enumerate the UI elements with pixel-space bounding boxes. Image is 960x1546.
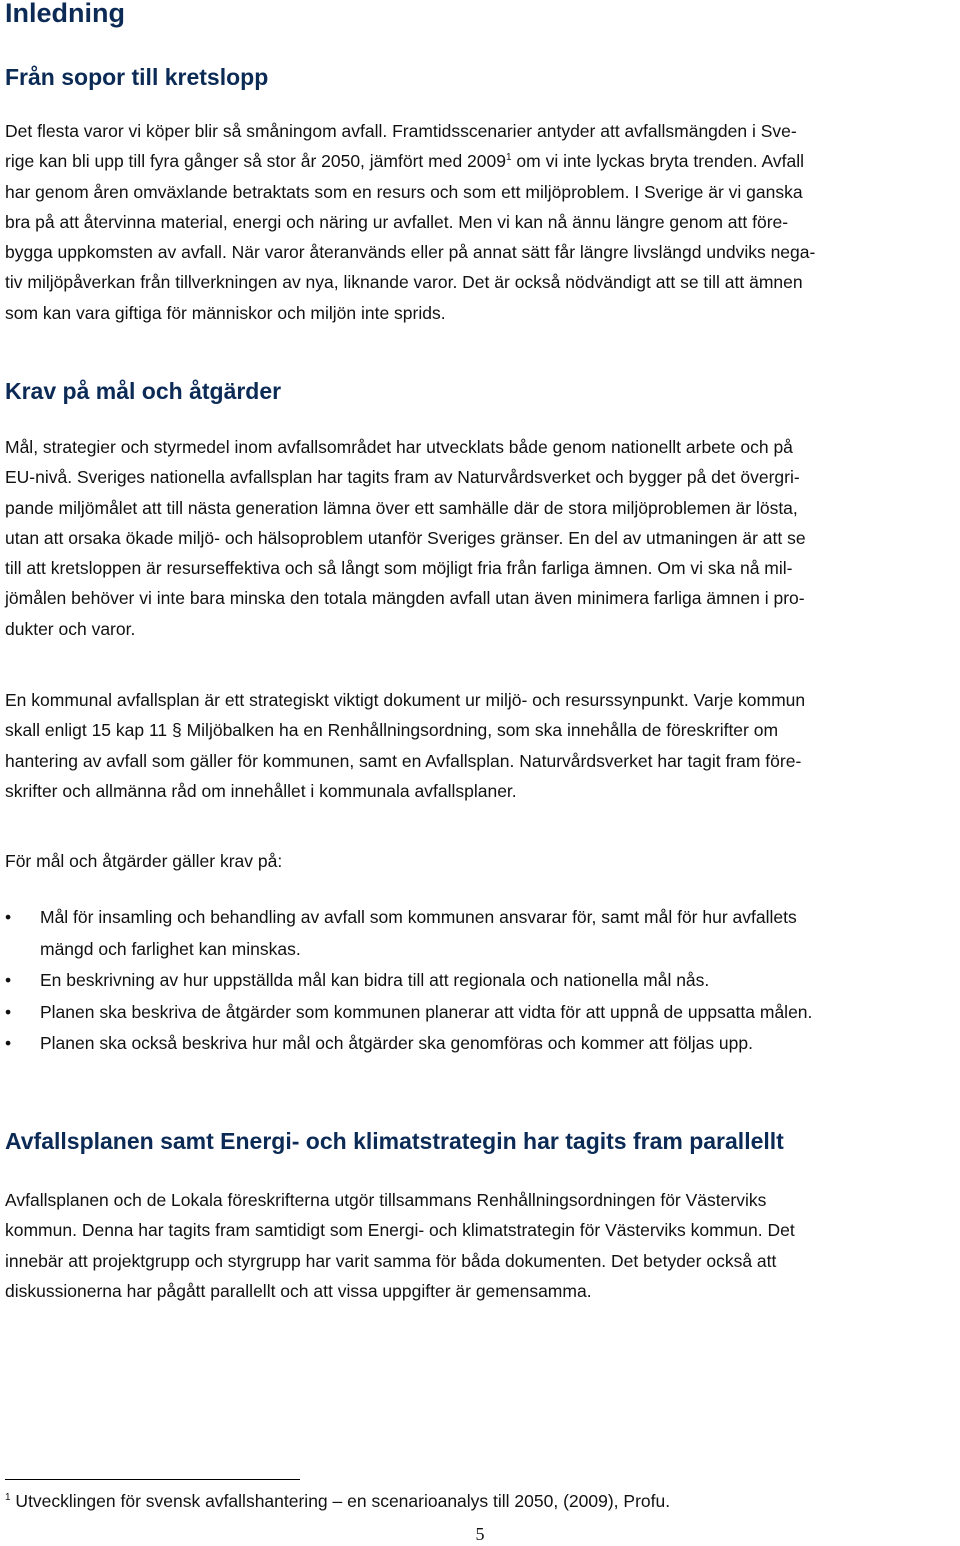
requirements-list [0, 902, 960, 1060]
text-line: har genom åren omväxlande betraktats som en resurs och som ett miljöproblem. I Sverige är vi ganska [5, 181, 803, 202]
text-line: För mål och åtgärder gäller krav på: [5, 851, 283, 871]
paragraph-sopor [5, 116, 960, 328]
text-line: Mål för insamling och behandling av avfall som kommunen ansvarar för, samt mål för hur avfallets [40, 907, 797, 927]
text-line: mängd och farlighet kan minskas. [40, 938, 301, 959]
text-line: En kommunal avfallsplan är ett strategiskt viktigt dokument ur miljö- och resurssynpunkt. Varje kommun [5, 690, 806, 710]
list-intro [5, 846, 960, 876]
text-line: dukter och varor. [5, 618, 136, 639]
footnote-text: Utvecklingen för svensk avfallshantering – en scenarioanalys till 2050, (2009), Profu. [10, 1491, 671, 1511]
paragraph-krav-2 [5, 685, 960, 806]
text-line: Det flesta varor vi köper blir så småningom avfall. Framtidsscenarier antyder att avfallsmängden i Sve- [5, 121, 797, 141]
footnote-divider [5, 1479, 300, 1480]
page-number: 5 [475, 1524, 485, 1544]
list-item [0, 1028, 960, 1060]
bullet-icon: • [5, 970, 12, 990]
text-line: Planen ska beskriva de åtgärder som kommunen planerar att vidta för att uppnå de uppsatta målen. [40, 1001, 813, 1022]
text-line: pande miljömålet att till nästa generation lämna över ett samhälle där de stora miljöproblemen är lösta, [5, 497, 798, 518]
text-line: hantering av avfall som gäller för kommunen, samt en Avfallsplan. Naturvårdsverket har tagit fram före- [5, 750, 802, 771]
section-heading-parallellt: Avfallsplanen samt Energi- och klimatstrategin har tagits fram parallellt [5, 1128, 784, 1154]
text-line: bra på att återvinna material, energi och näring ur avfallet. Men vi kan nå ännu längre genom att före- [5, 211, 789, 232]
section-heading-sopor: Från sopor till kretslopp [5, 64, 269, 90]
bullet-icon: • [5, 1001, 12, 1022]
list-item [0, 902, 960, 965]
text-line: innebär att projektgrupp och styrgrupp har varit samma för båda dokumenten. Det betyder också att [5, 1250, 777, 1271]
paragraph-parallellt [5, 1185, 960, 1306]
list-item [0, 997, 960, 1029]
text-line: kommun. Denna har tagits fram samtidigt som Energi- och klimatstrategin för Västerviks kommun. Det [5, 1220, 795, 1241]
page-title: Inledning [5, 0, 125, 28]
text-line: EU-nivå. Sveriges nationella avfallsplan har tagits fram av Naturvårdsverket och bygger på det övergri- [5, 467, 800, 488]
paragraph-krav-1 [5, 432, 960, 644]
text-line: utan att orsaka ökade miljö- och hälsoproblem utanför Sveriges gränser. En del av utmaningen är att se [5, 527, 806, 548]
text-line: skrifter och allmänna råd om innehållet i kommunala avfallsplaner. [5, 780, 517, 801]
text-line: tiv miljöpåverkan från tillverkningen av nya, liknande varor. Det är också nödvändigt att se till att ämnen [5, 272, 803, 293]
text-line: bygga uppkomsten av avfall. När varor återanvänds eller på annat sätt får längre livslängd undviks nega- [5, 242, 816, 263]
text-line: som kan vara giftiga för människor och miljön inte sprids. [5, 302, 446, 323]
footnote [5, 1491, 670, 1512]
text-line: jömålen behöver vi inte bara minska den totala mängden avfall utan även minimera farliga ämnen i pro- [5, 588, 805, 609]
text-span: om vi inte lyckas bryta trenden. Avfall [511, 151, 804, 172]
footnote-ref[interactable]: 1 [505, 152, 512, 164]
text-line: Mål, strategier och styrmedel inom avfallsområdet har utvecklats både genom nationellt arbete och på [5, 437, 793, 457]
list-item [0, 965, 960, 997]
text-line: diskussionerna har pågått parallellt och att vissa uppgifter är gemensamma. [5, 1280, 592, 1301]
text-line: skall enligt 15 kap 11 § Miljöbalken ha en Renhållningsordning, som ska innehålla de föreskrifter om [5, 720, 779, 741]
text-line: Planen ska också beskriva hur mål och åtgärder ska genomföras och kommer att följas upp. [40, 1033, 753, 1053]
footnote-number: 1 [5, 1492, 11, 1504]
text-span: rige kan bli upp till fyra gånger så stor år 2050, jämfört med 2009 [5, 151, 506, 172]
text-line: till att kretsloppen är resurseffektiva och så långt som möjligt fria från farliga ämnen. Om vi ska nå mil- [5, 558, 793, 579]
section-heading-krav: Krav på mål och åtgärder [5, 378, 282, 404]
text-line: En beskrivning av hur uppställda mål kan bidra till att regionala och nationella mål nås. [40, 970, 710, 990]
text-line: Avfallsplanen och de Lokala föreskrifterna utgör tillsammans Renhållningsordningen för Västerviks [5, 1190, 767, 1210]
text-line [5, 146, 960, 176]
bullet-icon: • [5, 907, 12, 927]
bullet-icon: • [5, 1033, 12, 1053]
